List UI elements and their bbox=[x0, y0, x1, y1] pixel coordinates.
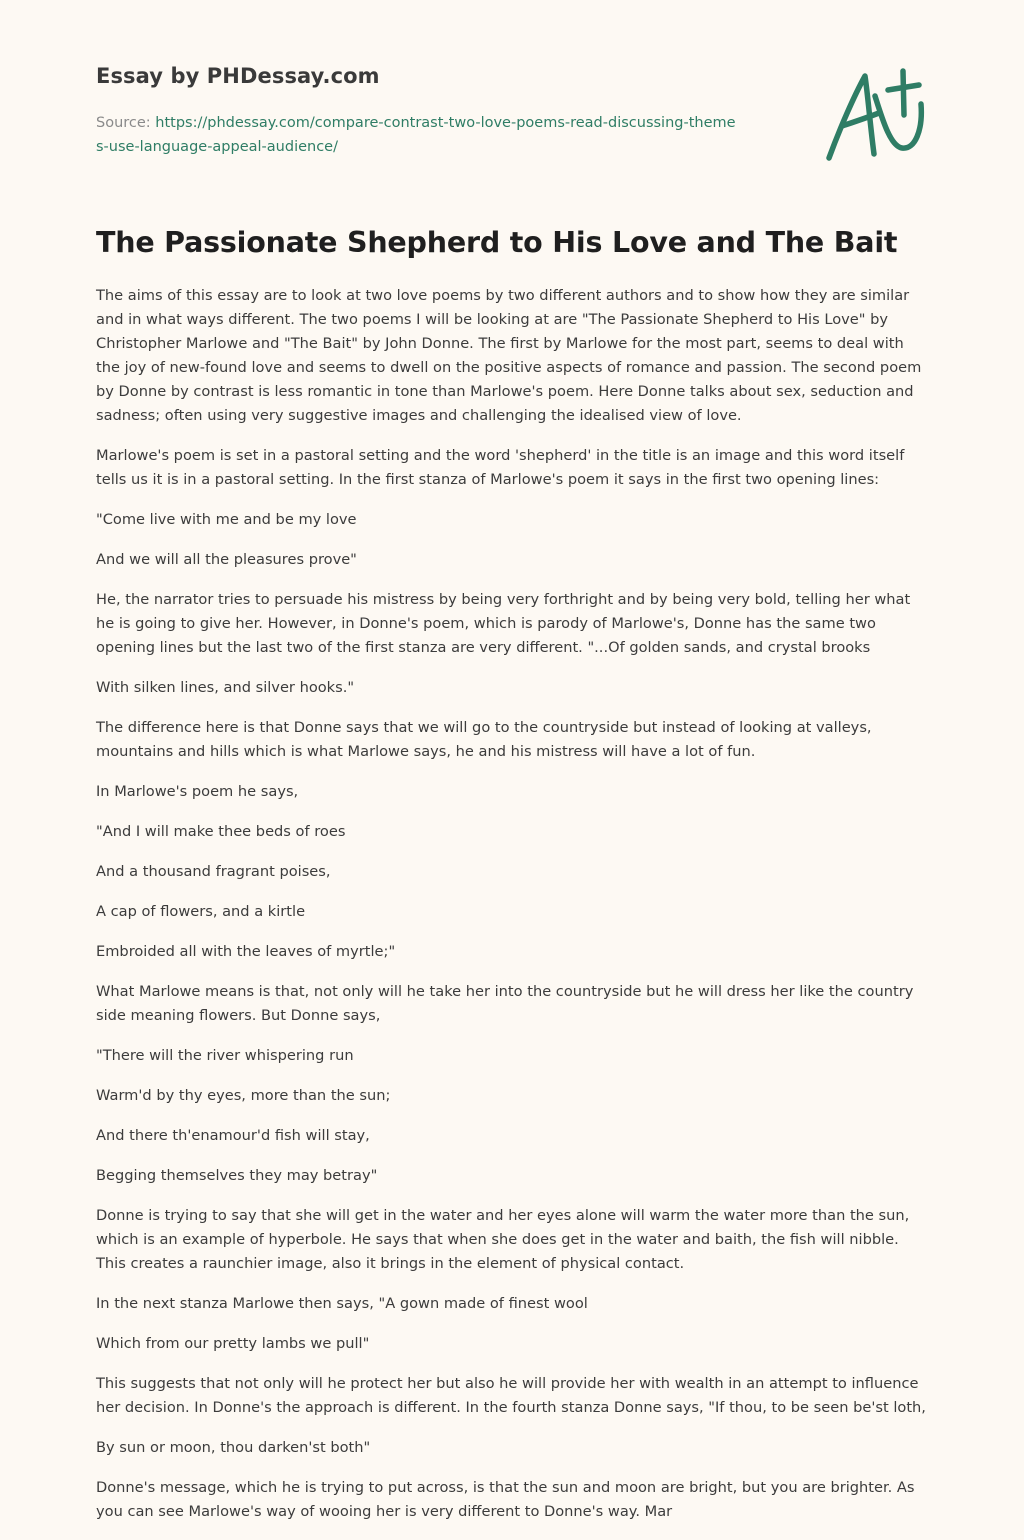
paragraph: And we will all the pleasures prove" bbox=[96, 551, 357, 568]
paragraph: This suggests that not only will he protect her but also he will provide her with wealth in an attempt to influence her decision. In Donne's the approach is different. In the fourth stanza Donne says, "If thou, to be seen be'st loth, bbox=[96, 1375, 926, 1416]
paragraph: Marlowe's poem is set in a pastoral setting and the word 'shepherd' in the title is an image and this word itself tells us it is in a pastoral setting. In the first stanza of Marlowe's poem it says in the first two opening lines: bbox=[96, 447, 905, 488]
paragraph: The difference here is that Donne says that we will go to the countryside but instead of looking at valleys, mountains and hills which is what Marlowe says, he and his mistress will have a lot of fun. bbox=[96, 719, 872, 760]
paragraph: In Marlowe's poem he says, bbox=[96, 783, 299, 800]
source-link[interactable]: https://phdessay.com/compare-contrast-two-love-poems-read-discussing-themes-use-language-appeal-audience/ bbox=[96, 115, 736, 155]
paragraph: With silken lines, and silver hooks." bbox=[96, 679, 355, 696]
paragraph: Begging themselves they may betray" bbox=[96, 1167, 378, 1184]
paragraph: Warm'd by thy eyes, more than the sun; bbox=[96, 1087, 391, 1104]
paragraph: What Marlowe means is that, not only will he take her into the countryside but he will dress her like the country side meaning flowers. But Donne says, bbox=[96, 983, 914, 1024]
a-plus-grade-logo-icon bbox=[822, 66, 930, 166]
paragraph: A cap of flowers, and a kirtle bbox=[96, 903, 306, 920]
source-line bbox=[96, 111, 736, 159]
site-brand: Essay by PHDessay.com bbox=[96, 64, 380, 88]
paragraph: "There will the river whispering run bbox=[96, 1047, 354, 1064]
paragraph: And there th'enamour'd fish will stay, bbox=[96, 1127, 370, 1144]
essay-body bbox=[96, 284, 932, 1540]
paragraph: "Come live with me and be my love bbox=[96, 511, 357, 528]
paragraph: Which from our pretty lambs we pull" bbox=[96, 1335, 370, 1352]
source-label: Source: bbox=[96, 115, 151, 131]
paragraph: Embroided all with the leaves of myrtle;" bbox=[96, 943, 396, 960]
essay-title: The Passionate Shepherd to His Love and The Bait bbox=[96, 226, 898, 259]
paragraph: The aims of this essay are to look at two love poems by two different authors and to show how they are similar and in what ways different. The two poems I will be looking at are "The Passionate Shepherd to His Love" by Christopher Marlowe and "The Bait" by John Donne. The first by Marlowe for the most part, seems to deal with the joy of new-found love and seems to dwell on the positive aspects of romance and passion. The second poem by Donne by contrast is less romantic in tone than Marlowe's poem. Here Donne talks about sex, seduction and sadness; often using very suggestive images and challenging the idealised view of love. bbox=[96, 287, 922, 424]
paragraph: Donne is trying to say that she will get in the water and her eyes alone will warm the water more than the sun, which is an example of hyperbole. He says that when she does get in the water and baith, the fish will nibble. This creates a raunchier image, also it brings in the element of physical contact. bbox=[96, 1207, 910, 1272]
paragraph: In the next stanza Marlowe then says, "A gown made of finest wool bbox=[96, 1295, 588, 1312]
paragraph: Donne's message, which he is trying to put across, is that the sun and moon are bright, but you are brighter. As you can see Marlowe's way of wooing her is very different to Donne's way. Mar bbox=[96, 1479, 915, 1520]
paragraph: He, the narrator tries to persuade his mistress by being very forthright and by being very bold, telling her what he is going to give her. However, in Donne's poem, which is parody of Marlowe's, Donne has the same two opening lines but the last two of the first stanza are very different. "...Of golden sands, and crystal brooks bbox=[96, 591, 911, 656]
paragraph: And a thousand fragrant poises, bbox=[96, 863, 331, 880]
paragraph: By sun or moon, thou darken'st both" bbox=[96, 1439, 371, 1456]
paragraph: "And I will make thee beds of roes bbox=[96, 823, 346, 840]
